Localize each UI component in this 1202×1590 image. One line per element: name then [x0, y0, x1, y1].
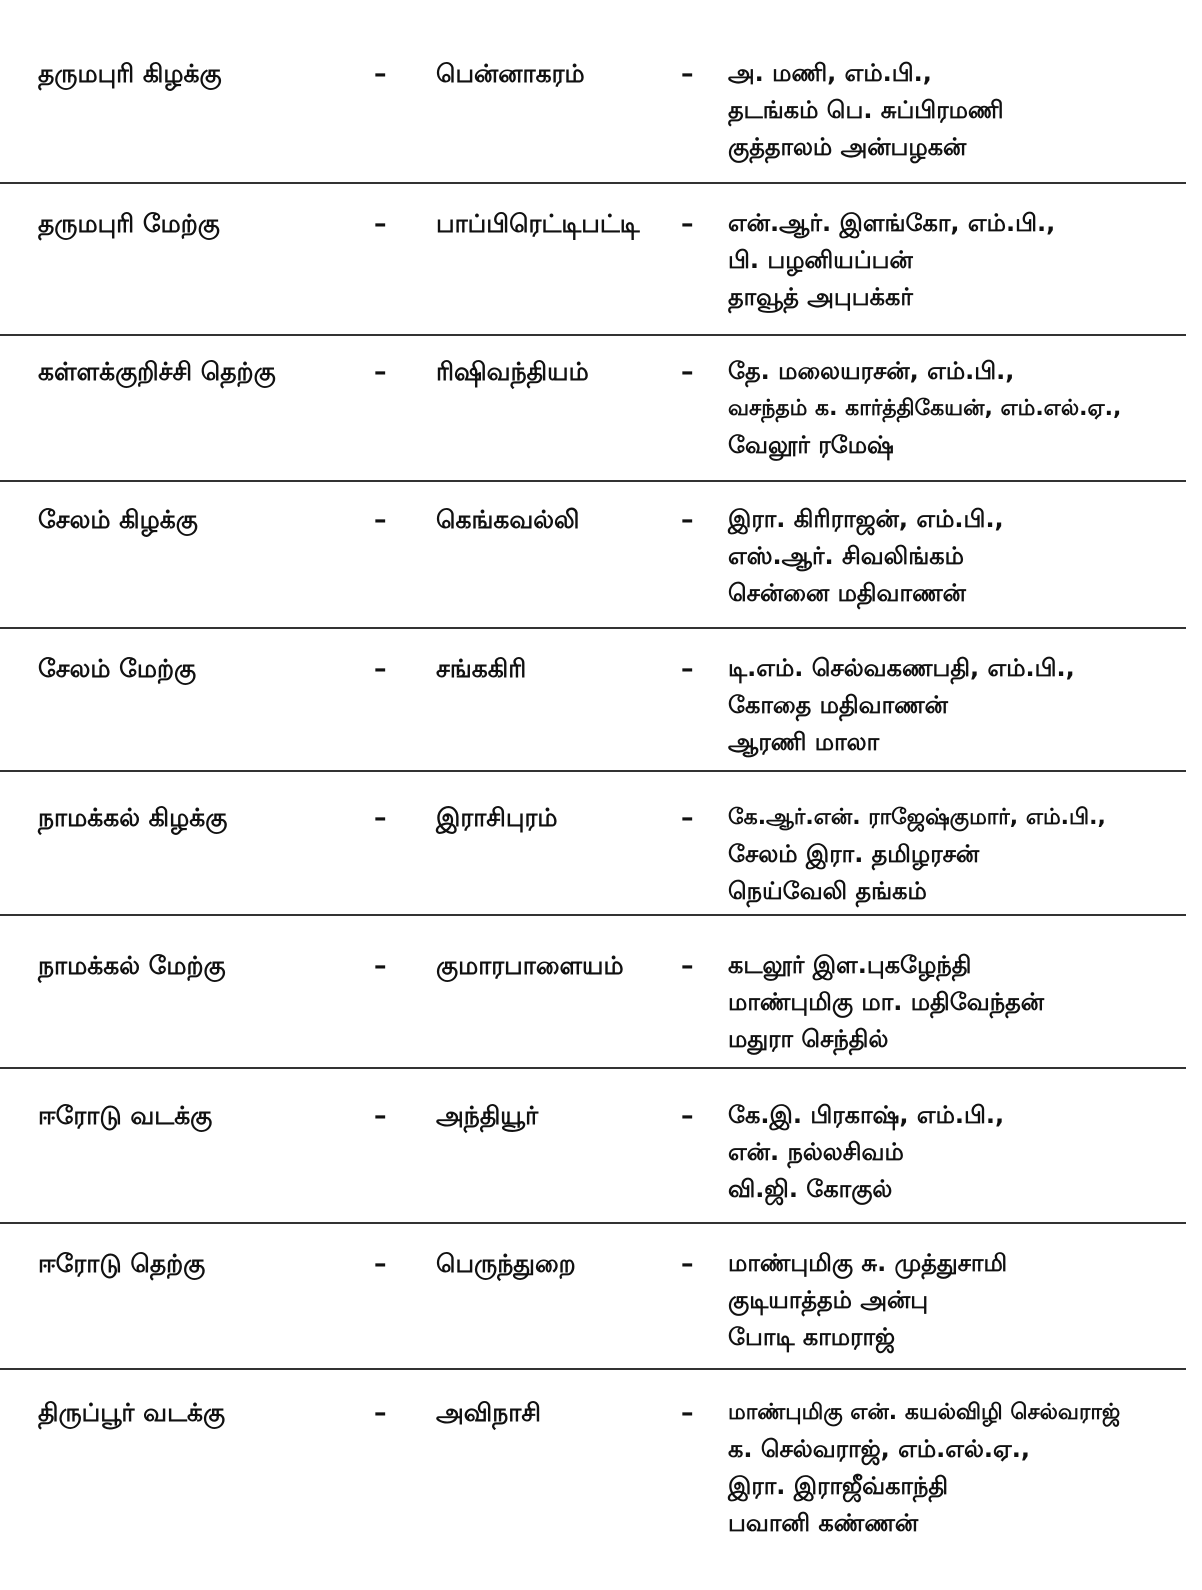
member-name: கடலூர் இள.புகழேந்தி	[728, 951, 972, 979]
separator-dash: –	[374, 357, 387, 386]
row-divider	[0, 1368, 1186, 1370]
row-divider	[0, 914, 1186, 916]
member-name: தடங்கம் பெ. சுப்பிரமணி	[728, 96, 1004, 124]
constituency-name: பெருந்துறை	[436, 1249, 576, 1278]
member-name: டி.எம். செல்வகணபதி, எம்.பி.,	[728, 654, 1075, 682]
separator-dash: –	[681, 1101, 694, 1130]
member-names	[728, 650, 1198, 761]
separator-dash: –	[374, 1101, 387, 1130]
member-names	[728, 947, 1198, 1058]
row-divider	[0, 480, 1186, 482]
member-name: குடியாத்தம் அன்பு	[728, 1286, 929, 1314]
separator-dash: –	[681, 654, 694, 683]
constituency-name: அவிநாசி	[436, 1398, 541, 1427]
separator-dash: –	[374, 505, 387, 534]
row-divider	[0, 182, 1186, 184]
separator-dash: –	[681, 1249, 694, 1278]
separator-dash: –	[374, 803, 387, 832]
member-name: என்.ஆர். இளங்கோ, எம்.பி.,	[728, 209, 1056, 237]
district-name: நாமக்கல் கிழக்கு	[38, 803, 228, 832]
constituency-name: பாப்பிரெட்டிபட்டி	[436, 209, 640, 238]
separator-dash: –	[374, 209, 387, 238]
separator-dash: –	[374, 654, 387, 683]
member-name: சேலம் இரா. தமிழரசன்	[728, 840, 980, 868]
constituency-name: குமாரபாளையம்	[436, 951, 624, 980]
separator-dash: –	[681, 803, 694, 832]
separator-dash: –	[374, 951, 387, 980]
district-name: தருமபுரி கிழக்கு	[38, 59, 222, 88]
member-name: என். நல்லசிவம்	[728, 1138, 904, 1166]
member-name: கே.இ. பிரகாஷ், எம்.பி.,	[728, 1101, 1005, 1129]
district-name: ஈரோடு தெற்கு	[38, 1249, 206, 1278]
member-names	[728, 353, 1198, 464]
member-name: அ. மணி, எம்.பி.,	[728, 59, 932, 87]
member-name: குத்தாலம் அன்பழகன்	[728, 133, 967, 161]
member-name: தாவூத் அபுபக்கர்	[728, 283, 913, 311]
row-divider	[0, 334, 1186, 336]
member-names	[728, 55, 1198, 166]
district-name: சேலம் கிழக்கு	[38, 505, 198, 534]
member-name: மாண்புமிகு என். கயல்விழி செல்வராஜ்	[728, 1400, 1121, 1425]
row-divider	[0, 1222, 1186, 1224]
separator-dash: –	[681, 59, 694, 88]
constituency-name: கெங்கவல்லி	[436, 505, 580, 534]
member-names	[728, 501, 1198, 612]
separator-dash: –	[681, 209, 694, 238]
separator-dash: –	[374, 59, 387, 88]
district-name: ஈரோடு வடக்கு	[38, 1101, 213, 1130]
member-names	[728, 799, 1198, 910]
district-name: திருப்பூர் வடக்கு	[38, 1398, 226, 1427]
member-name: இரா. கிரிராஜன், எம்.பி.,	[728, 505, 1004, 533]
separator-dash: –	[374, 1398, 387, 1427]
district-name: சேலம் மேற்கு	[38, 654, 197, 683]
row-divider	[0, 627, 1186, 629]
constituency-name: இராசிபுரம்	[436, 803, 558, 832]
member-name: இரா. இராஜீவ்காந்தி	[728, 1472, 949, 1500]
member-name: தே. மலையரசன், எம்.பி.,	[728, 357, 1015, 385]
member-name: பவானி கண்ணன்	[728, 1509, 919, 1537]
member-name: கோதை மதிவாணன்	[728, 691, 948, 719]
member-names	[728, 1245, 1198, 1356]
member-name: மாண்புமிகு மா. மதிவேந்தன்	[728, 988, 1045, 1016]
separator-dash: –	[681, 357, 694, 386]
member-name: வி.ஜி. கோகுல்	[728, 1175, 893, 1203]
member-name: வசந்தம் க. கார்த்திகேயன், எம்.எல்.ஏ.,	[728, 396, 1122, 421]
separator-dash: –	[374, 1249, 387, 1278]
member-name: மாண்புமிகு சு. முத்துசாமி	[728, 1249, 1008, 1277]
district-name: தருமபுரி மேற்கு	[38, 209, 220, 238]
member-names	[728, 205, 1198, 316]
row-divider	[0, 1067, 1186, 1069]
member-name: கே.ஆர்.என். ராஜேஷ்குமார், எம்.பி.,	[728, 805, 1106, 830]
member-name: சென்னை மதிவாணன்	[728, 579, 966, 607]
member-name: ஆரணி மாலா	[728, 728, 880, 756]
member-names	[728, 1394, 1198, 1542]
district-name: நாமக்கல் மேற்கு	[38, 951, 226, 980]
member-name: மதுரா செந்தில்	[728, 1025, 889, 1053]
constituency-name: ரிஷிவந்தியம்	[436, 357, 589, 386]
member-name: க. செல்வராஜ், எம்.எல்.ஏ.,	[728, 1435, 1030, 1463]
member-name: பி. பழனியப்பன்	[728, 246, 913, 274]
district-name: கள்ளக்குறிச்சி தெற்கு	[38, 357, 276, 386]
member-name: எஸ்.ஆர். சிவலிங்கம்	[728, 542, 964, 570]
member-name: வேலூர் ரமேஷ்	[728, 431, 894, 459]
separator-dash: –	[681, 1398, 694, 1427]
member-names	[728, 1097, 1198, 1208]
constituency-name: சங்ககிரி	[436, 654, 527, 683]
separator-dash: –	[681, 505, 694, 534]
constituency-name: அந்தியூர்	[436, 1101, 539, 1130]
row-divider	[0, 770, 1186, 772]
separator-dash: –	[681, 951, 694, 980]
member-name: நெய்வேலி தங்கம்	[728, 877, 927, 905]
member-name: போடி காமராஜ்	[728, 1323, 896, 1351]
constituency-name: பென்னாகரம்	[436, 59, 585, 88]
